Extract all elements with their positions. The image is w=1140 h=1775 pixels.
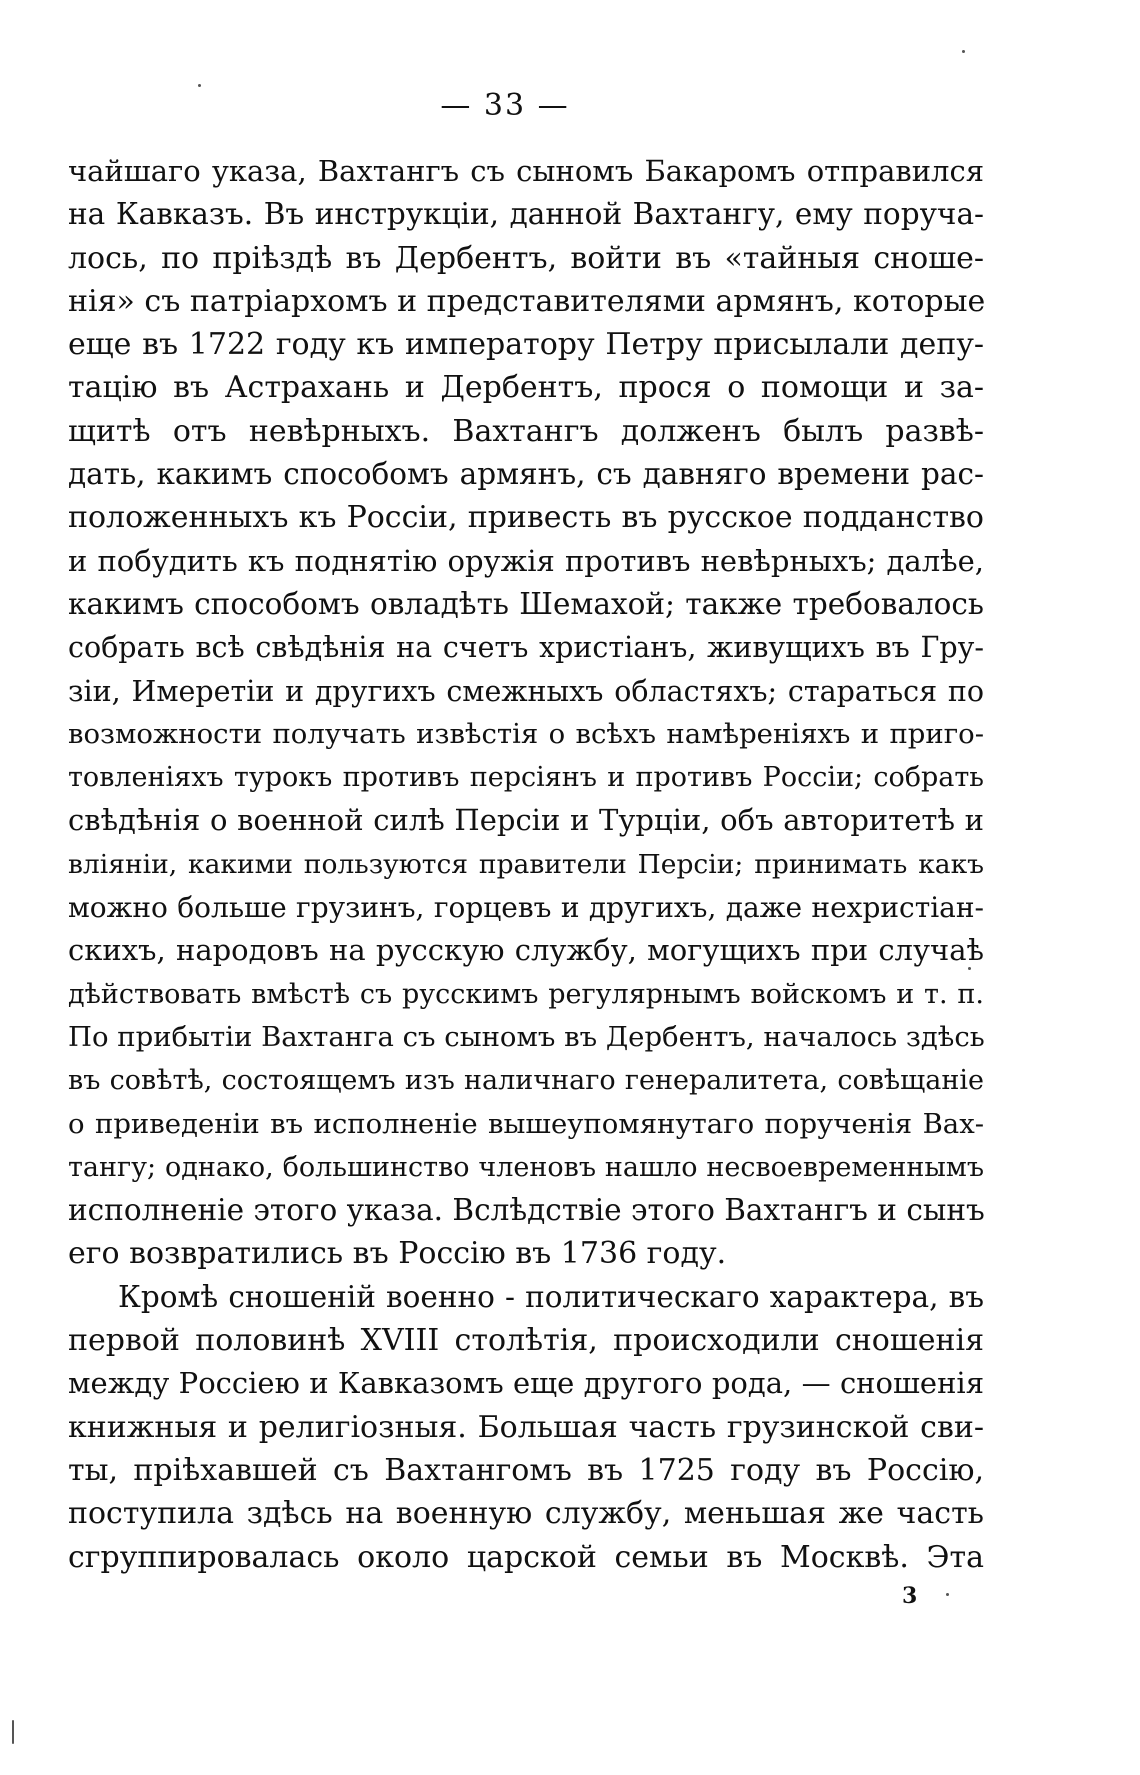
paragraph-2	[68, 1276, 984, 1579]
body-text	[68, 150, 984, 1579]
print-speck	[198, 84, 201, 87]
text-line: дѣйствовать вмѣстѣ съ русскимъ регулярнымъ войскомъ и т. п.	[68, 978, 984, 1010]
text-line: лось, по пріѣздѣ въ Дербентъ, войти въ «тайныя сноше-	[68, 240, 984, 276]
text-line: первой половинѣ XVIII столѣтія, происходили сношенія	[68, 1323, 984, 1359]
text-line: какимъ способомъ овладѣть Шемахой; также требовалось	[68, 586, 984, 621]
paragraph-1	[68, 150, 984, 1276]
text-line: сгруппировалась около царской семьи въ Москвѣ. Эта	[68, 1539, 984, 1575]
text-line: По прибытіи Вахтанга съ сыномъ въ Дербентъ, началось здѣсь	[68, 1020, 985, 1053]
text-line: чайшаго указа, Вахтангъ съ сыномъ Бакаромъ отправился	[68, 154, 984, 188]
text-line: и побудить къ поднятію оружія противъ невѣрныхъ; далѣе,	[68, 543, 984, 578]
page-number: — 33 —	[440, 88, 570, 123]
text-line: собрать всѣ свѣдѣнія на счетъ христіанъ, живущихъ въ Гру-	[68, 631, 984, 665]
text-line: дать, какимъ способомъ армянъ, съ давняго времени рас-	[68, 457, 984, 492]
text-line: его возвратились въ Россію въ 1736 году.	[68, 1236, 727, 1272]
text-line: свѣдѣнія о военной силѣ Персіи и Турціи, объ авторитетѣ и	[68, 803, 984, 838]
text-line: нія» съ патріархомъ и представителями армянъ, которые	[68, 283, 986, 319]
text-line: тангу; однако, большинство членовъ нашло несвоевременнымъ	[68, 1151, 984, 1183]
text-line: о приведеніи въ исполненіе вышеупомянутаго порученія Вах-	[68, 1107, 984, 1140]
text-line: Кромѣ сношеній военно - политическаго характера, въ	[118, 1279, 984, 1314]
text-line: книжныя и религіозныя. Большая часть грузинской сви-	[68, 1409, 984, 1445]
print-speck	[946, 1593, 949, 1596]
text-line: зіи, Имеретіи и другихъ смежныхъ областяхъ; стараться по	[68, 674, 984, 708]
text-line: въ совѣтѣ, состоящемъ изъ наличнаго генералитета, совѣщаніе	[68, 1065, 984, 1097]
text-line: щитѣ отъ невѣрныхъ. Вахтангъ долженъ былъ развѣ-	[68, 413, 984, 449]
text-line: положенныхъ къ Россіи, привесть въ русское подданство	[68, 500, 984, 536]
signature-mark: 3	[902, 1583, 918, 1609]
text-line: скихъ, народовъ на русскую службу, могущихъ при случаѣ	[68, 933, 984, 968]
text-line: исполненіе этого указа. Вслѣдствіе этого Вахтангъ и сынъ	[68, 1193, 985, 1228]
text-line: между Россіею и Кавказомъ еще другого рода, — сношенія	[68, 1366, 984, 1401]
text-line: еще въ 1722 году къ императору Петру присылали депу-	[68, 327, 984, 363]
text-line: поступила здѣсь на военную службу, меньшая же часть	[68, 1496, 984, 1532]
print-speck	[962, 50, 965, 53]
text-line: тацію въ Астрахань и Дербентъ, прося о помощи и за-	[68, 370, 984, 406]
print-speck	[968, 967, 971, 970]
text-line: можно больше грузинъ, горцевъ и другихъ, даже нехристіан-	[68, 891, 984, 925]
text-line: на Кавказъ. Въ инструкціи, данной Вахтангу, ему поруча-	[68, 197, 984, 232]
print-speck	[12, 1720, 14, 1744]
text-line: ты, пріѣхавшей съ Вахтангомъ въ 1725 году въ Россію,	[68, 1452, 984, 1488]
text-line: вліяніи, какими пользуются правители Персіи; принимать какъ	[68, 848, 984, 880]
text-line: возможности получать извѣстія о всѣхъ намѣреніяхъ и приго-	[68, 717, 984, 750]
text-line: товленіяхъ турокъ противъ персіянъ и противъ Россіи; собрать	[68, 762, 984, 794]
